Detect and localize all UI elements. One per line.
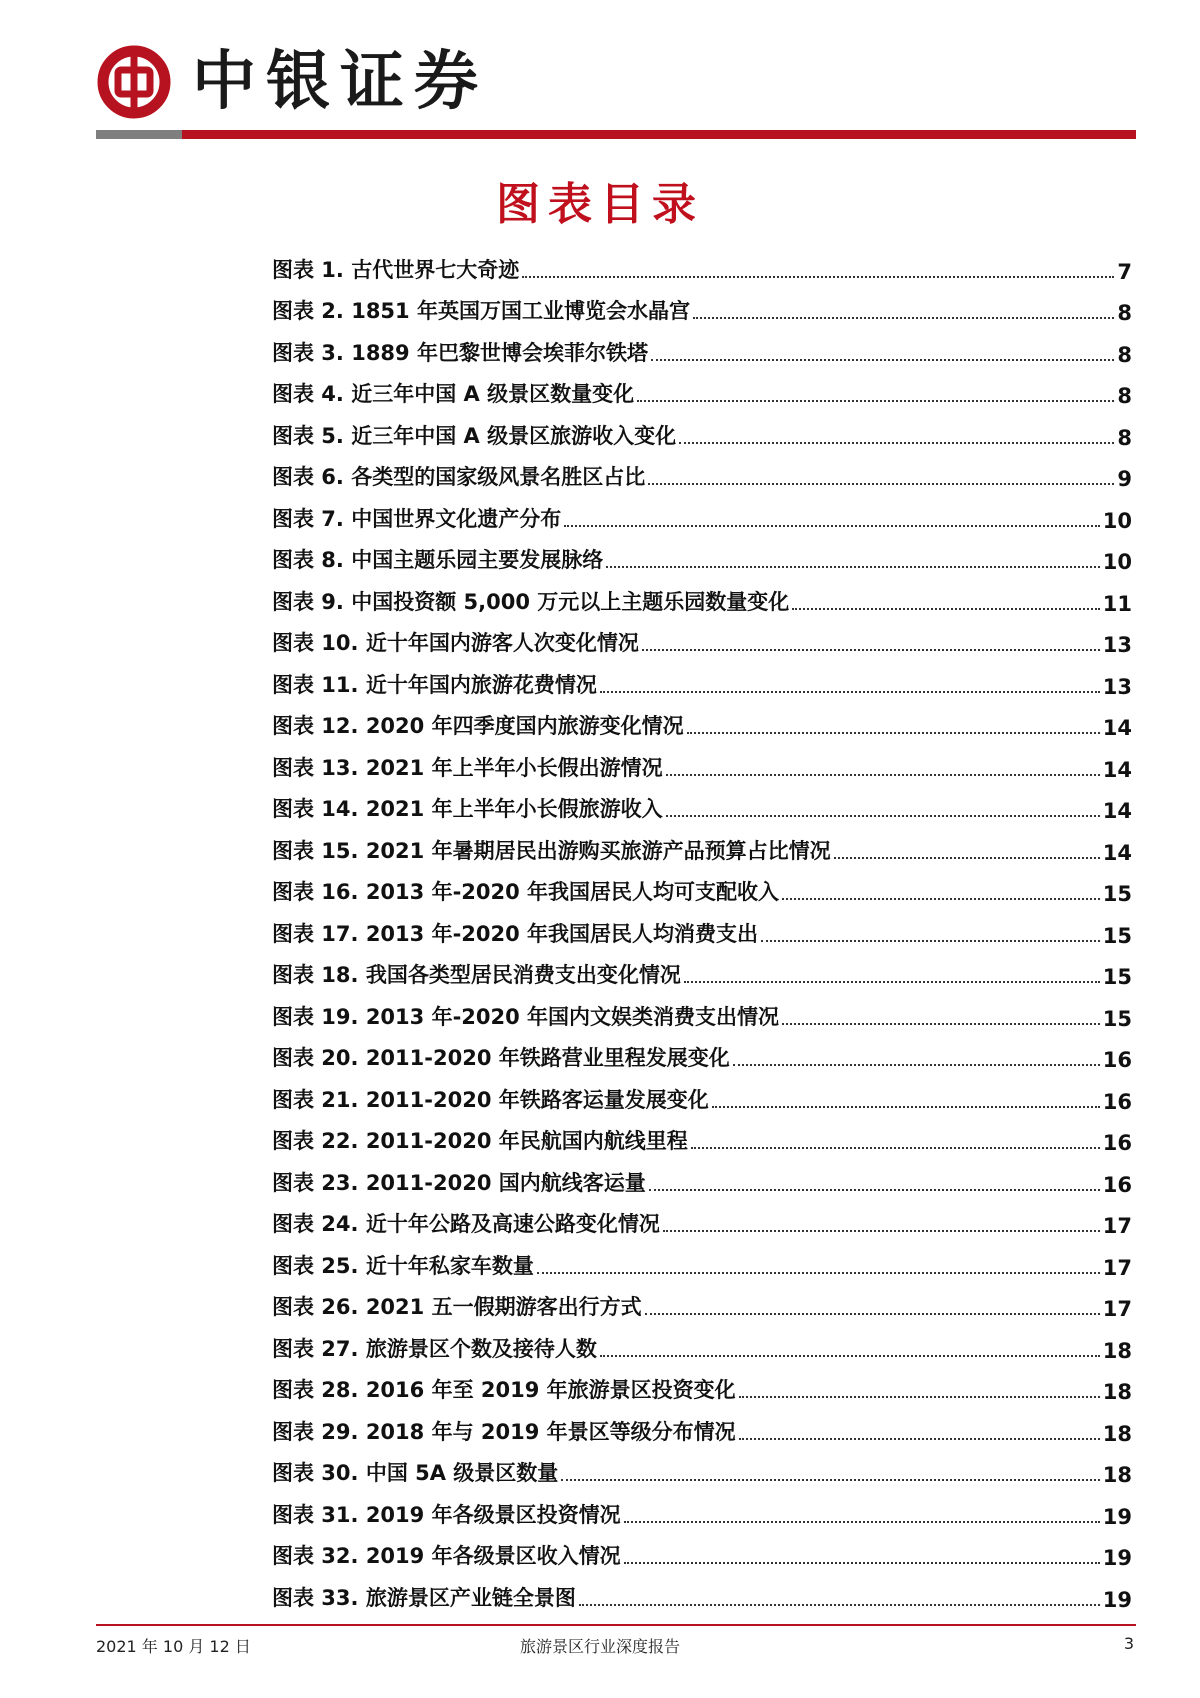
toc-entry-page: 15 bbox=[1102, 1006, 1132, 1031]
toc-entry[interactable] bbox=[272, 1487, 1132, 1529]
toc-dot-leader bbox=[684, 981, 1100, 983]
toc-entry[interactable] bbox=[272, 948, 1132, 990]
toc-entry-label: 图表 24. 近十年公路及高速公路变化情况 bbox=[272, 1212, 660, 1236]
toc-entry[interactable] bbox=[272, 657, 1132, 699]
toc-entry[interactable] bbox=[272, 1570, 1132, 1612]
footer-report-title: 旅游景区行业深度报告 bbox=[519, 1637, 680, 1656]
toc-entry[interactable] bbox=[272, 533, 1132, 575]
header-rule-gray bbox=[96, 130, 182, 139]
toc-entry[interactable] bbox=[272, 1197, 1132, 1239]
toc-entry-label: 图表 28. 2016 年至 2019 年旅游景区投资变化 bbox=[272, 1378, 736, 1402]
toc-entry-page: 15 bbox=[1102, 965, 1132, 989]
toc-entry-label: 图表 18. 我国各类型居民消费支出变化情况 bbox=[272, 963, 681, 987]
toc-entry[interactable] bbox=[272, 906, 1132, 948]
toc-dot-leader bbox=[739, 1438, 1100, 1440]
toc-entry[interactable] bbox=[272, 989, 1132, 1031]
toc-entry-label: 图表 15. 2021 年暑期居民出游购买旅游产品预算占比情况 bbox=[272, 838, 831, 863]
toc-entry-page: 19 bbox=[1102, 1546, 1132, 1570]
toc-entry-page: 13 bbox=[1102, 633, 1132, 657]
toc-entry-page: 17 bbox=[1102, 1255, 1132, 1280]
toc-entry-label: 图表 1. 古代世界七大奇迹 bbox=[272, 257, 520, 282]
toc-entry-page: 10 bbox=[1102, 550, 1132, 574]
toc-dot-leader bbox=[537, 1272, 1100, 1274]
toc-dot-leader bbox=[642, 649, 1100, 651]
footer-page-number: 3 bbox=[1123, 1634, 1134, 1653]
toc-entry[interactable] bbox=[272, 574, 1132, 616]
toc-entry-label: 图表 26. 2021 五一假期游客出行方式 bbox=[272, 1295, 642, 1319]
toc-entry[interactable] bbox=[272, 699, 1132, 741]
toc-entry-label: 图表 23. 2011-2020 国内航线客运量 bbox=[272, 1170, 646, 1195]
toc-dot-leader bbox=[663, 1230, 1100, 1232]
toc-entry[interactable] bbox=[272, 1404, 1132, 1446]
toc-entry[interactable] bbox=[272, 325, 1132, 367]
toc-entry[interactable] bbox=[272, 408, 1132, 450]
toc-title: 图表目录 bbox=[496, 179, 704, 230]
toc-entry-page: 13 bbox=[1102, 674, 1132, 699]
toc-dot-leader bbox=[733, 1064, 1100, 1066]
toc-entry-label: 图表 7. 中国世界文化遗产分布 bbox=[272, 506, 562, 531]
toc-entry-label: 图表 25. 近十年私家车数量 bbox=[272, 1253, 534, 1278]
toc-entry-page: 9 bbox=[1117, 467, 1132, 491]
toc-dot-leader bbox=[792, 608, 1100, 610]
toc-entry-page: 16 bbox=[1102, 1089, 1132, 1114]
toc-entry-label: 图表 21. 2011-2020 年铁路客运量发展变化 bbox=[272, 1087, 709, 1112]
toc-entry[interactable] bbox=[272, 1072, 1132, 1114]
toc-entry-page: 18 bbox=[1102, 1463, 1132, 1487]
toc-entry-page: 15 bbox=[1102, 882, 1132, 906]
bank-of-china-logo-icon bbox=[96, 44, 172, 120]
toc-dot-leader bbox=[666, 815, 1100, 817]
toc-entry[interactable] bbox=[272, 1031, 1132, 1073]
header-rule-red bbox=[182, 130, 1136, 139]
toc-entry[interactable] bbox=[272, 284, 1132, 326]
toc-entry-label: 图表 20. 2011-2020 年铁路营业里程发展变化 bbox=[272, 1046, 730, 1070]
toc-entry-page: 19 bbox=[1102, 1587, 1132, 1612]
toc-entry-label: 图表 2. 1851 年英国万国工业博览会水晶宫 bbox=[272, 299, 690, 323]
toc-entry-page: 7 bbox=[1117, 259, 1132, 284]
toc-dot-leader bbox=[522, 276, 1114, 278]
footer-date: 2021 年 10 月 12 日 bbox=[96, 1637, 251, 1656]
toc-dot-leader bbox=[712, 1106, 1100, 1108]
toc-dot-leader bbox=[645, 1313, 1100, 1315]
toc-dot-leader bbox=[666, 774, 1100, 776]
toc-entry-label: 图表 11. 近十年国内旅游花费情况 bbox=[272, 672, 597, 697]
toc-entry[interactable] bbox=[272, 616, 1132, 658]
toc-entry-label: 图表 9. 中国投资额 5,000 万元以上主题乐园数量变化 bbox=[272, 589, 790, 614]
toc-entry[interactable] bbox=[272, 782, 1132, 824]
toc-dot-leader bbox=[834, 857, 1100, 859]
toc-entry[interactable] bbox=[272, 450, 1132, 492]
toc-entry-label: 图表 31. 2019 年各级景区投资情况 bbox=[272, 1502, 621, 1527]
toc-dot-leader bbox=[693, 317, 1114, 319]
toc-entry[interactable] bbox=[272, 1529, 1132, 1571]
toc-dot-leader bbox=[761, 940, 1100, 942]
footer-rule bbox=[96, 1624, 1136, 1626]
toc-entry[interactable] bbox=[272, 242, 1132, 284]
toc-dot-leader bbox=[691, 1147, 1100, 1149]
toc-entry[interactable] bbox=[272, 823, 1132, 865]
brand-name: 中银证券 bbox=[192, 44, 488, 119]
toc-dot-leader bbox=[739, 1396, 1100, 1398]
toc-entry-page: 8 bbox=[1117, 301, 1132, 325]
toc-entry-page: 14 bbox=[1102, 716, 1132, 740]
toc-entry-page: 14 bbox=[1102, 799, 1132, 823]
toc-dot-leader bbox=[687, 732, 1100, 734]
toc-entry-label: 图表 4. 近三年中国 A 级景区数量变化 bbox=[272, 382, 635, 406]
toc-entry[interactable] bbox=[272, 367, 1132, 409]
toc-entry-page: 8 bbox=[1117, 384, 1132, 408]
toc-dot-leader bbox=[564, 525, 1100, 527]
toc-entry-label: 图表 29. 2018 年与 2019 年景区等级分布情况 bbox=[272, 1419, 736, 1444]
toc-entry-page: 8 bbox=[1117, 425, 1132, 450]
toc-entry-page: 16 bbox=[1102, 1172, 1132, 1197]
toc-dot-leader bbox=[606, 566, 1100, 568]
toc-entry-page: 19 bbox=[1102, 1504, 1132, 1529]
toc-entry[interactable] bbox=[272, 1363, 1132, 1405]
toc-entry-page: 10 bbox=[1102, 508, 1132, 533]
toc-entry[interactable] bbox=[272, 1321, 1132, 1363]
toc-entry-page: 18 bbox=[1102, 1380, 1132, 1404]
toc-dot-leader bbox=[600, 1355, 1100, 1357]
toc-entry-label: 图表 22. 2011-2020 年民航国内航线里程 bbox=[272, 1129, 688, 1153]
toc-entry-page: 16 bbox=[1102, 1131, 1132, 1155]
toc-dot-leader bbox=[649, 1189, 1100, 1191]
toc-entry[interactable] bbox=[272, 491, 1132, 533]
toc-dot-leader bbox=[782, 1023, 1100, 1025]
toc-entry-label: 图表 14. 2021 年上半年小长假旅游收入 bbox=[272, 797, 663, 821]
toc-entry-label: 图表 17. 2013 年-2020 年我国居民人均消费支出 bbox=[272, 921, 759, 946]
toc-entry-label: 图表 19. 2013 年-2020 年国内文娱类消费支出情况 bbox=[272, 1004, 780, 1029]
toc-entry-label: 图表 8. 中国主题乐园主要发展脉络 bbox=[272, 548, 604, 572]
toc-dot-leader bbox=[624, 1562, 1100, 1564]
toc-entry-page: 16 bbox=[1102, 1048, 1132, 1072]
toc-entry[interactable] bbox=[272, 1446, 1132, 1488]
toc-entry-page: 17 bbox=[1102, 1214, 1132, 1238]
toc-entry-label: 图表 10. 近十年国内游客人次变化情况 bbox=[272, 631, 639, 655]
toc-dot-leader bbox=[561, 1479, 1099, 1481]
toc-dot-leader bbox=[651, 359, 1114, 361]
toc-entry-page: 17 bbox=[1102, 1297, 1132, 1321]
toc-entry-label: 图表 27. 旅游景区个数及接待人数 bbox=[272, 1336, 597, 1361]
toc-dot-leader bbox=[637, 400, 1114, 402]
toc-entry-label: 图表 6. 各类型的国家级风景名胜区占比 bbox=[272, 465, 646, 489]
toc-entry[interactable] bbox=[272, 1280, 1132, 1322]
toc-entry[interactable] bbox=[272, 740, 1132, 782]
toc-entry-label: 图表 12. 2020 年四季度国内旅游变化情况 bbox=[272, 714, 684, 738]
toc-entry-label: 图表 5. 近三年中国 A 级景区旅游收入变化 bbox=[272, 423, 677, 448]
toc-entry-label: 图表 13. 2021 年上半年小长假出游情况 bbox=[272, 755, 663, 780]
toc-entry-label: 图表 3. 1889 年巴黎世博会埃菲尔铁塔 bbox=[272, 340, 648, 365]
page-header bbox=[96, 44, 1136, 144]
toc-entry-page: 15 bbox=[1102, 923, 1132, 948]
toc-entry-page: 11 bbox=[1102, 591, 1132, 616]
toc-entry-page: 18 bbox=[1102, 1338, 1132, 1363]
toc-dot-leader bbox=[579, 1604, 1100, 1606]
toc-entry[interactable] bbox=[272, 1238, 1132, 1280]
toc-dot-leader bbox=[624, 1521, 1100, 1523]
toc-entry-label: 图表 30. 中国 5A 级景区数量 bbox=[272, 1461, 559, 1485]
toc-entry[interactable] bbox=[272, 1155, 1132, 1197]
toc-dot-leader bbox=[648, 483, 1114, 485]
toc-entry-label: 图表 16. 2013 年-2020 年我国居民人均可支配收入 bbox=[272, 880, 780, 904]
toc-entry[interactable] bbox=[272, 1114, 1132, 1156]
toc-entry-label: 图表 32. 2019 年各级景区收入情况 bbox=[272, 1544, 621, 1568]
toc-entry-page: 8 bbox=[1117, 342, 1132, 367]
toc-entry[interactable] bbox=[272, 865, 1132, 907]
toc-entry-page: 18 bbox=[1102, 1421, 1132, 1446]
toc-dot-leader bbox=[600, 691, 1100, 693]
toc-entry-page: 14 bbox=[1102, 840, 1132, 865]
toc-dot-leader bbox=[679, 442, 1114, 444]
toc-entry-label: 图表 33. 旅游景区产业链全景图 bbox=[272, 1585, 576, 1610]
toc-list bbox=[272, 242, 1132, 1612]
toc-entry-page: 14 bbox=[1102, 757, 1132, 782]
toc-dot-leader bbox=[782, 898, 1100, 900]
